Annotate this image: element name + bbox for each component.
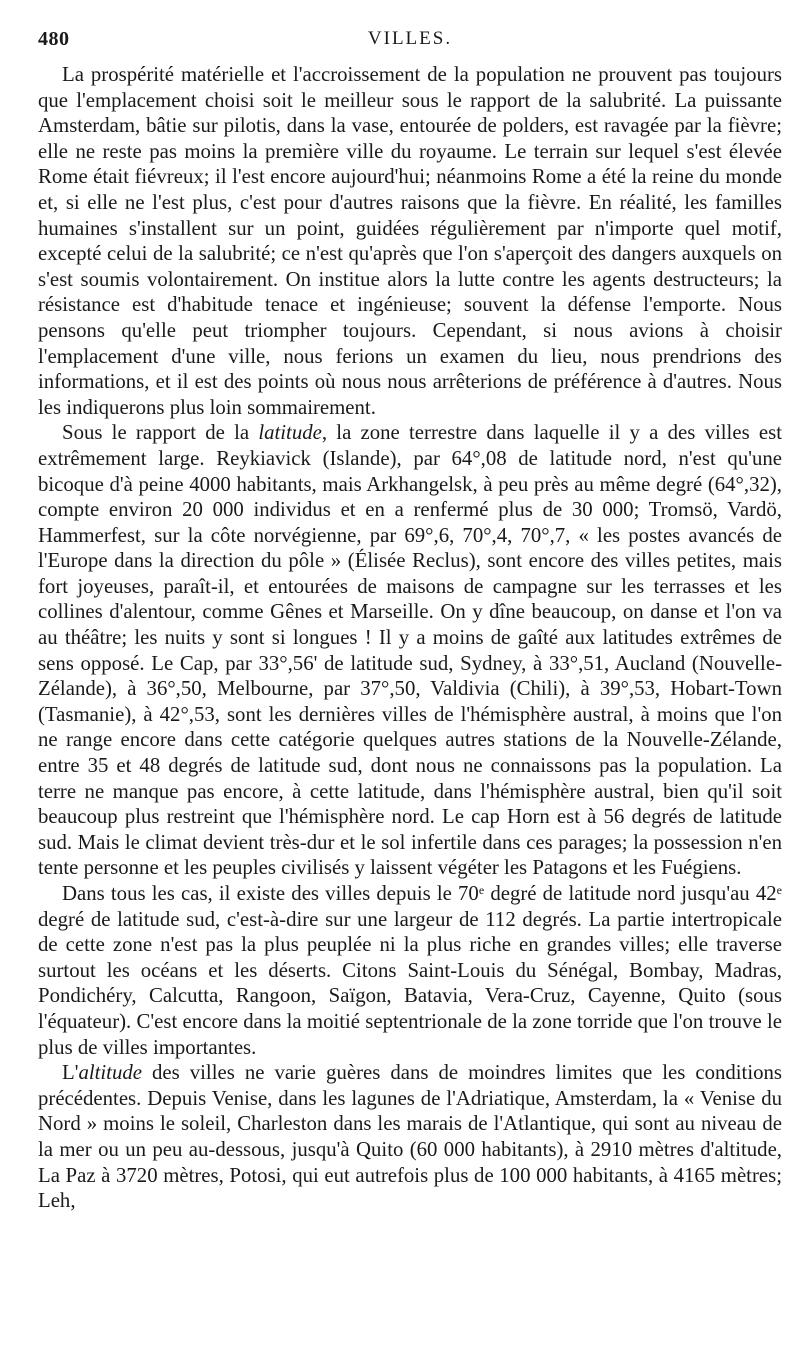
book-page	[38, 22, 782, 1332]
paragraph-lead: L'	[62, 1061, 79, 1085]
paragraph-text: , la zone terrestre dans laquelle il y a des villes est extrêmement large. Reykiavick (Islande), par 64°,08 de latitude nord, n'est qu'une bicoque d'à peine 4000 habitants, mais Arkhangelsk, à peu près au même degré (64°,32), compte environ 20 000 individus et en a renfermé plus de 30 000; Tromsö, Vardö, Hammerfest, sur la côte norvégienne, par 69°,6, 70°,4, 70°,7, « les postes avancés de l'Europe dans la direction du pôle » (Élisée Reclus), sont encore des villes petites, mais fort joyeuses, paraît-il, et entourées de maisons de campagne sur les terrasses et les collines d'alentour, comme Gênes et Marseille. On y dîne beaucoup, on danse et l'on va au théâtre; les nuits y sont si longues ! Il y a moins de gaîté aux latitudes extrêmes de sens opposé. Le Cap, par 33°,56' de latitude sud, Sydney, à 33°,51, Aucland (Nouvelle-Zélande), à 36°,50, Melbourne, par 37°,50, Valdivia (Chili), à 39°,53, Hobart-Town (Tasmanie), à 42°,53, sont les dernières villes de l'hémisphère austral, à moins que l'on ne range encore dans cette catégorie quelques autres stations de la Nouvelle-Zélande, entre 35 et 48 degrés de latitude sud, dont nous ne connaissons pas la population. La terre ne manque pas encore, à cette latitude, dans l'hémisphère austral, bien qu'il soit beaucoup plus restreint que l'hémisphère nord. Le cap Horn est à 56 degrés de latitude sud. Mais le climat devient très-dur et le sol infertile dans ces parages; la possession n'en tente personne et les peuples civilisés y laissent végéter les Patagons et les Fuégiens.	[38, 421, 782, 880]
paragraph-text: La prospérité matérielle et l'accroissement de la population ne prouvent pas toujours que l'emplacement choisi soit le meilleur sous le rapport de la salubrité. La puissante Amsterdam, bâtie sur pilotis, dans la vase, entourée de polders, est ravagée par la fièvre; elle ne reste pas moins la première ville du royaume. Le terrain sur lequel s'est élevée Rome était fiévreux; il l'est encore aujourd'hui; néanmoins Rome a été la reine du monde et, si elle ne l'est plus, c'est pour d'autres raisons que la fièvre. En réalité, les familles humaines s'installent sur un point, guidées régulièrement par n'importe quel motif, excepté celui de la salubrité; ce n'est qu'après que l'on s'aperçoit des dangers auxquels on s'est soumis volontairement. On institue alors la lutte contre les agents destructeurs; la résistance est d'habitude tenace et ingénieuse; souvent la défense l'emporte. Nous pensons qu'elle peut triompher toujours. Cependant, si nous avions à choisir l'emplacement d'une ville, nous ferions un examen du lieu, nous prendrions des informations, et il est des points où nous nous arrêterions de préférence à d'autres. Nous les indiquerons plus loin sommairement.	[38, 63, 782, 419]
body-text	[38, 62, 782, 1214]
paragraph-text-part: degré de latitude nord jusqu'au 42	[484, 882, 777, 905]
paragraph-latitude	[38, 420, 782, 881]
paragraph-lead: Sous le rapport de la	[62, 421, 259, 445]
paragraph-text: des villes ne varie guères dans de moindres limites que les conditions précédentes. Depuis Venise, dans les lagunes de l'Adriatique, Amsterdam, la « Venise du Nord » moins le soleil, Charleston dans les marais de l'Atlantique, qui sont au niveau de la mer ou un peu au-dessous, jusqu'à Quito (60 000 habitants), à 2910 mètres d'altitude, La Paz à 3720 mètres, Potosi, qui eut autrefois plus de 100 000 habitants, à 4165 mètres; Leh,	[38, 1061, 782, 1213]
paragraph-altitude	[38, 1060, 782, 1214]
paragraph-salubrity	[38, 62, 782, 420]
paragraph-latitude-range	[38, 881, 782, 1060]
emphasis-term: latitude	[258, 421, 322, 445]
page-number: 480	[38, 28, 70, 50]
paragraph-text-part: degré de latitude sud, c'est-à-dire sur une largeur de 112 degrés. La partie intertropicale de cette zone n'est pas la plus peuplée ni la plus riche en grandes villes; elle traverse surtout les océans et les déserts. Citons Saint-Louis du Sénégal, Bombay, Madras, Pondichéry, Calcutta, Rangoon, Saïgon, Batavia, Vera-Cruz, Cayenne, Quito (sous l'équateur). C'est encore dans la moitié septentrionale de la zone torride que l'on trouve le plus de villes importantes.	[38, 907, 782, 1059]
running-title: VILLES.	[367, 28, 453, 49]
superscript: e	[478, 883, 485, 897]
paragraph-text-part: Dans tous les cas, il existe des villes depuis le 70	[62, 882, 479, 905]
superscript: e	[776, 883, 782, 897]
page-header	[38, 22, 782, 58]
emphasis-term: altitude	[78, 1061, 142, 1085]
